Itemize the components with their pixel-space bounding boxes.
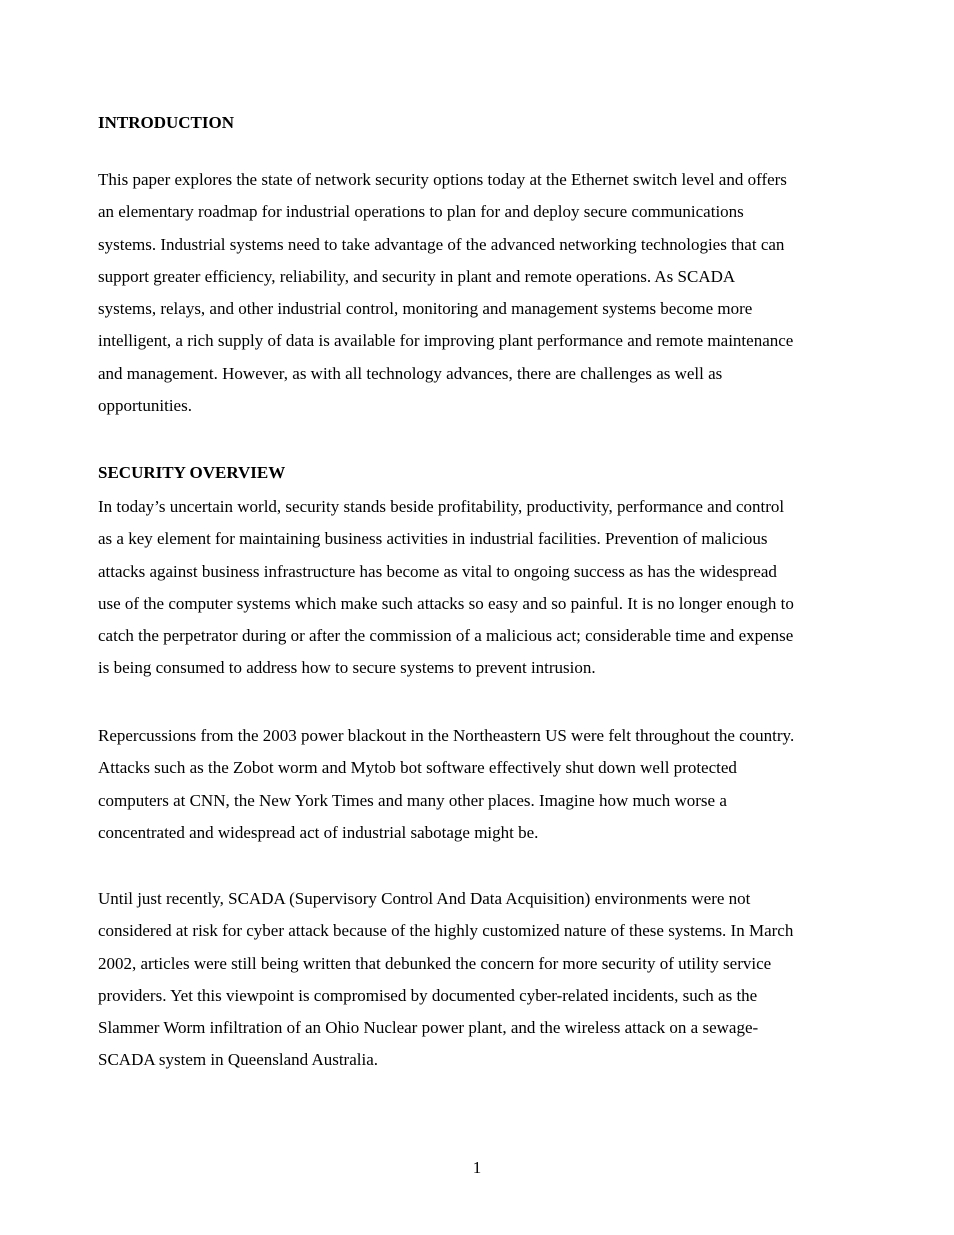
introduction-paragraph — [98, 164, 898, 422]
text-line: considered at risk for cyber attack because of the highly customized nature of these systems. In March — [98, 921, 794, 941]
text-line: Repercussions from the 2003 power blackout in the Northeastern US were felt throughout the country. — [98, 726, 795, 745]
text-line: attacks against business infrastructure has become as vital to ongoing success as has the widespread — [98, 561, 777, 581]
text-line: providers. Yet this viewpoint is compromised by documented cyber-related incidents, such as the — [98, 985, 758, 1005]
text-line: an elementary roadmap for industrial operations to plan for and deploy secure communications — [98, 202, 744, 222]
text-line: This paper explores the state of network security options today at the Ethernet switch level and offers — [98, 170, 787, 189]
text-line: concentrated and widespread act of industrial sabotage might be. — [98, 822, 539, 842]
text-line: opportunities. — [98, 396, 192, 416]
text-line: systems, relays, and other industrial control, monitoring and management systems become more — [98, 299, 753, 319]
text-line: catch the perpetrator during or after the commission of a malicious act; considerable time and expense — [98, 626, 794, 646]
page-number: 1 — [472, 1158, 482, 1177]
text-line: systems. Industrial systems need to take advantage of the advanced networking technologies that can — [98, 234, 785, 254]
security-paragraph-2 — [98, 720, 898, 849]
text-line: Until just recently, SCADA (Supervisory Control And Data Acquisition) environments were not — [98, 889, 751, 908]
text-line: intelligent, a rich supply of data is available for improving plant performance and remote maintenance — [98, 331, 794, 351]
text-line: and management. However, as with all technology advances, there are challenges as well as — [98, 363, 723, 383]
security-paragraph-1 — [98, 491, 898, 685]
introduction-heading: INTRODUCTION — [98, 113, 235, 132]
text-line: 2002, articles were still being written that debunked the concern for more security of utility service — [98, 953, 772, 973]
security-paragraph-3 — [98, 883, 898, 1077]
text-line: is being consumed to address how to secure systems to prevent intrusion. — [98, 658, 596, 678]
text-line: In today’s uncertain world, security stands beside profitability, productivity, performance and control — [98, 497, 785, 516]
text-line: use of the computer systems which make such attacks so easy and so painful. It is no longer enough to — [98, 593, 794, 613]
text-line: Slammer Worm infiltration of an Ohio Nuclear power plant, and the wireless attack on a sewage- — [98, 1018, 759, 1038]
text-line: support greater efficiency, reliability, and security in plant and remote operations. As SCADA — [98, 266, 736, 286]
text-line: Attacks such as the Zobot worm and Mytob bot software effectively shut down well protected — [98, 758, 737, 778]
text-line: as a key element for maintaining business activities in industrial facilities. Prevention of malicious — [98, 529, 768, 549]
text-line: SCADA system in Queensland Australia. — [98, 1050, 379, 1070]
text-line: computers at CNN, the New York Times and many other places. Imagine how much worse a — [98, 790, 727, 810]
security-overview-heading: SECURITY OVERVIEW — [98, 463, 286, 482]
